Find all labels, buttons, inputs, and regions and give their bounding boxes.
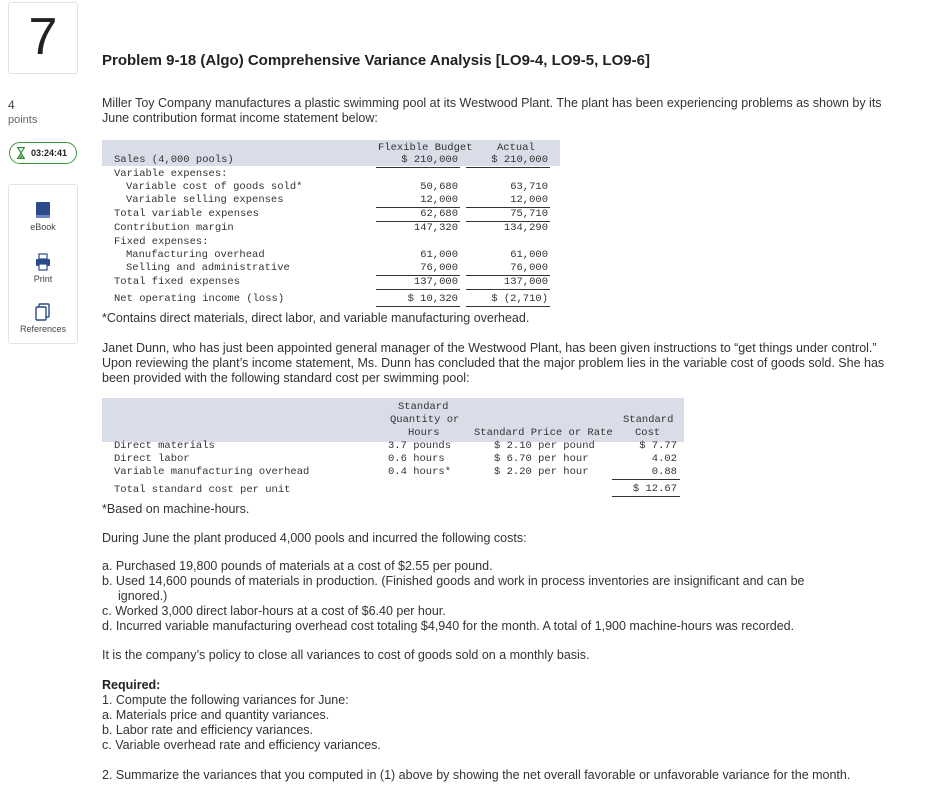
- qty-variable-overhead: 0.4 hours*: [388, 466, 452, 478]
- actual-contribution-margin: 134,290: [503, 222, 548, 234]
- policy-paragraph: It is the company’s policy to close all variances to cost of goods sold on a monthly basis.: [102, 648, 590, 662]
- header-cost-line2: Cost: [635, 427, 661, 439]
- row-label-mfg-overhead: Manufacturing overhead: [126, 249, 265, 261]
- cost-item-b-continued: ignored.): [118, 589, 168, 603]
- header-actual: Actual: [497, 142, 535, 154]
- ebook-label: eBook: [30, 222, 56, 232]
- qty-direct-materials: 3.7 pounds: [388, 440, 452, 452]
- header-cost-line1: Standard: [623, 414, 674, 426]
- dunn-paragraph: Janet Dunn, who has just been appointed general manager of the Westwood Plant, has been given instructions to “get things under control.” Upon reviewing the plant’s income statement, Ms. Dunn has concluded that the major problem lies in the variable cost of goods sold. She has been provided with the following standard cost per swimming pool:: [102, 341, 885, 385]
- required-line-b: b. Labor rate and efficiency variances.: [102, 723, 314, 737]
- question-number-card: [8, 2, 78, 74]
- required-line-c: c. Variable overhead rate and efficiency variances.: [102, 738, 381, 752]
- question-number: 7: [28, 8, 58, 66]
- header-price: Standard Price or Rate: [474, 427, 613, 439]
- row-label-fixed-expenses: Fixed expenses:: [114, 236, 209, 248]
- cost-item-a: a. Purchased 19,800 pounds of materials at a cost of $2.55 per pound.: [102, 559, 493, 573]
- price-direct-materials: $ 2.10 per pound: [494, 440, 595, 452]
- cost-variable-overhead: 0.88: [651, 466, 677, 478]
- row-label-total-standard-cost: Total standard cost per unit: [114, 484, 291, 496]
- underline: [376, 289, 460, 290]
- ebook-button[interactable]: [9, 201, 77, 232]
- timer-badge: [9, 142, 77, 164]
- standard-cost-table: [102, 398, 686, 500]
- problem-title: Problem 9-18 (Algo) Comprehensive Variance Analysis [LO9-4, LO9-5, LO9-6]: [102, 52, 650, 69]
- references-label: References: [19, 324, 67, 334]
- required-heading: Required:: [102, 678, 161, 692]
- row-label-var-selling: Variable selling expenses: [126, 194, 284, 206]
- points-indicator: [8, 98, 37, 126]
- points-label: points: [8, 114, 38, 126]
- qty-direct-labor: 0.6 hours: [388, 453, 445, 465]
- underline: [376, 167, 460, 168]
- row-label-total-variable: Total variable expenses: [114, 208, 259, 220]
- double-underline: [376, 306, 460, 307]
- row-label-total-fixed: Total fixed expenses: [114, 276, 241, 288]
- tools-panel: [8, 184, 78, 344]
- double-underline: [466, 306, 550, 307]
- actual-sales: $ 210,000: [491, 154, 548, 166]
- row-label-selling-admin: Selling and administrative: [126, 262, 290, 274]
- actual-vcogs: 63,710: [510, 181, 548, 193]
- header-qty-line1: Standard: [398, 401, 449, 413]
- actual-selling-admin: 76,000: [510, 262, 548, 274]
- underline: [466, 289, 550, 290]
- standard-cost-footnote: *Based on machine-hours.: [102, 502, 250, 516]
- underline: [466, 167, 550, 168]
- hourglass-icon: [16, 147, 26, 159]
- flex-mfg-overhead: 61,000: [420, 249, 458, 261]
- references-icon: [35, 303, 51, 321]
- cost-direct-materials: $ 7.77: [639, 440, 677, 452]
- header-qty-line3: Hours: [408, 427, 440, 439]
- actual-total-fixed: 137,000: [503, 276, 548, 288]
- points-value: 4: [8, 98, 15, 112]
- row-label-variable-overhead: Variable manufacturing overhead: [114, 466, 310, 478]
- print-label: Print: [33, 274, 53, 284]
- book-icon: [35, 201, 51, 219]
- required-line-a: a. Materials price and quantity variances.: [102, 708, 330, 722]
- cost-item-c: c. Worked 3,000 direct labor-hours at a cost of $6.40 per hour.: [102, 604, 446, 618]
- row-label-direct-labor: Direct labor: [114, 453, 190, 465]
- double-underline: [612, 496, 680, 497]
- actual-var-selling: 12,000: [510, 194, 548, 206]
- actual-total-variable: 75,710: [510, 208, 548, 220]
- header-flexible-budget: Flexible Budget: [378, 142, 473, 154]
- printer-icon: [35, 253, 51, 271]
- timer-value: 03:24:41: [31, 148, 68, 158]
- row-label-contribution-margin: Contribution margin: [114, 222, 234, 234]
- row-label-net-operating-income: Net operating income (loss): [114, 293, 285, 305]
- june-costs-intro: During June the plant produced 4,000 pools and incurred the following costs:: [102, 531, 527, 545]
- cost-item-b: b. Used 14,600 pounds of materials in production. (Finished goods and work in process inventories are insignificant and can be: [102, 574, 805, 588]
- flex-selling-admin: 76,000: [420, 262, 458, 274]
- required-line-1: 1. Compute the following variances for June:: [102, 693, 349, 707]
- price-variable-overhead: $ 2.20 per hour: [494, 466, 589, 478]
- actual-net-operating-income: $ (2,710): [491, 293, 548, 305]
- row-label-vcogs: Variable cost of goods sold*: [126, 181, 303, 193]
- header-qty-line2: Quantity or: [390, 414, 460, 426]
- price-direct-labor: $ 6.70 per hour: [494, 453, 589, 465]
- print-button[interactable]: [9, 253, 77, 284]
- flex-sales: $ 210,000: [401, 154, 458, 166]
- cost-item-d: d. Incurred variable manufacturing overhead cost totaling $4,940 for the month. A total of 1,900 machine-hours was recorded.: [102, 619, 795, 633]
- required-item-2: 2. Summarize the variances that you computed in (1) above by showing the net overall favorable or unfavorable variance for the month.: [102, 768, 851, 782]
- row-label-variable-expenses: Variable expenses:: [114, 168, 228, 180]
- underline: [612, 479, 680, 480]
- cost-direct-labor: 4.02: [651, 453, 677, 465]
- row-label-sales: Sales (4,000 pools): [114, 154, 234, 166]
- flex-var-selling: 12,000: [420, 194, 458, 206]
- flex-total-variable: 62,680: [420, 208, 458, 220]
- flex-contribution-margin: 147,320: [413, 222, 458, 234]
- income-statement-table: [102, 140, 562, 308]
- actual-mfg-overhead: 61,000: [510, 249, 548, 261]
- flex-total-fixed: 137,000: [413, 276, 458, 288]
- flex-net-operating-income: $ 10,320: [407, 293, 458, 305]
- references-button[interactable]: [9, 303, 77, 334]
- flex-vcogs: 50,680: [420, 181, 458, 193]
- row-label-direct-materials: Direct materials: [114, 440, 215, 452]
- total-standard-cost: $ 12.67: [632, 483, 677, 495]
- income-statement-footnote: *Contains direct materials, direct labor, and variable manufacturing overhead.: [102, 311, 530, 325]
- intro-paragraph: Miller Toy Company manufactures a plastic swimming pool at its Westwood Plant. The plant has been experiencing problems as shown by its June contribution format income statement below:: [102, 96, 882, 125]
